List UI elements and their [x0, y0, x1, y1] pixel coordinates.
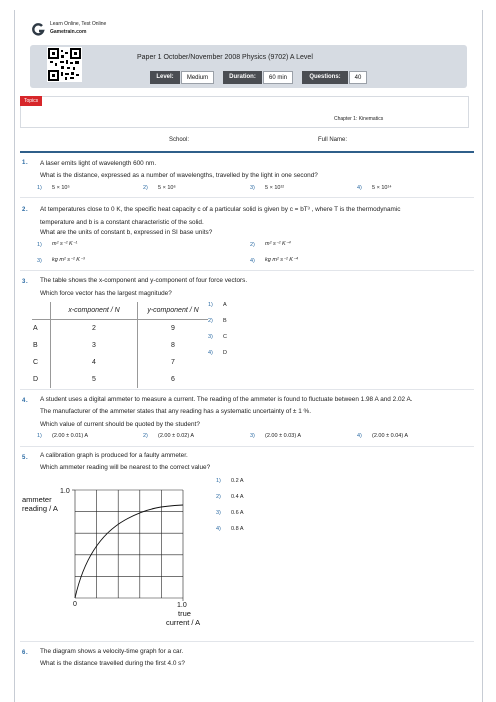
option-number: 2) [216, 494, 221, 500]
table-row [32, 320, 208, 338]
gametrain-logo-icon [31, 23, 45, 37]
table-cell: A [32, 320, 51, 338]
table-header-cell: x-component / N [51, 302, 138, 320]
question-text: At temperatures close to 0 K, the specific heat capacity c of a particular solid is given by c = bT³ , where T is the thermodynamic [40, 206, 401, 213]
question-separator [20, 446, 474, 447]
option-number: 2) [143, 433, 148, 439]
header-divider [20, 151, 474, 153]
table-cell: 8 [171, 342, 175, 349]
question-text: Which force vector has the largest magnitude? [40, 290, 172, 297]
option-label[interactable]: B [223, 318, 227, 324]
graph-y-top-tick: 1.0 [60, 488, 70, 495]
option-number: 3) [208, 334, 213, 340]
calibration-curve [75, 505, 183, 598]
option-label[interactable]: (2.00 ± 0.03) A [265, 433, 302, 439]
question-text: The manufacturer of the ammeter states that any reading has a systematic uncertainty of ± 1 %. [40, 408, 311, 415]
option-number: 4) [357, 433, 362, 439]
option-number: 3) [37, 258, 42, 264]
graph-y-label: ammeter [22, 495, 52, 504]
question-number: 5 [22, 455, 26, 461]
questions-value: 40 [349, 71, 367, 84]
table-cell: B [32, 337, 51, 354]
option-label[interactable]: 5 × 10¹² [265, 185, 285, 191]
question-dot: . [26, 455, 28, 461]
question-text: Which value of current should be quoted by the student? [40, 421, 200, 428]
table-cell: D [32, 371, 51, 388]
qr-code-icon [47, 47, 82, 82]
paper-header [30, 45, 467, 88]
graph-x-label: current / A [166, 618, 201, 627]
questions-label: Questions: [302, 71, 348, 84]
question-text: What is the distance, expressed as a number of wavelengths, travelled by the light in one second? [40, 172, 318, 179]
option-label[interactable]: D [223, 350, 227, 356]
option-label[interactable]: (2.00 ± 0.01) A [52, 433, 89, 439]
question-text: temperature and b is a constant characteristic of the solid. [40, 219, 204, 226]
calibration-graph-svg [20, 478, 220, 636]
option-number: 4) [216, 526, 221, 532]
option-label[interactable]: kg m² s⁻² K⁻⁴ [265, 257, 299, 263]
option-label[interactable]: 0.6 A [231, 510, 244, 516]
level-value: Medium [181, 71, 214, 84]
table-cell: 5 [51, 371, 138, 388]
question-number: 2 [22, 207, 26, 213]
question-text: The table shows the x-component and y-component of four force vectors. [40, 277, 248, 284]
paper-title: Paper 1 October/November 2008 Physics (9702) A Level [137, 54, 313, 61]
table-header-cell [32, 302, 51, 320]
question-number: 3 [22, 279, 26, 285]
brand-site[interactable]: Gametrain.com [50, 29, 87, 35]
question-separator [20, 197, 474, 198]
option-number: 2) [143, 185, 148, 191]
duration-label: Duration: [223, 71, 262, 84]
question-separator [20, 270, 474, 271]
fullname-field[interactable]: Full Name: [318, 137, 348, 143]
option-number: 2) [250, 242, 255, 248]
option-number: 4) [208, 350, 213, 356]
option-number: 1) [37, 433, 42, 439]
option-label[interactable]: 0.8 A [231, 526, 244, 532]
option-label[interactable]: 5 × 10⁶ [158, 185, 176, 191]
question-dot: . [26, 650, 28, 656]
table-header-row [32, 302, 208, 320]
option-number: 1) [37, 185, 42, 191]
question-text: Which ammeter reading will be nearest to the correct value? [40, 464, 211, 471]
option-label[interactable]: m² s⁻² K⁻¹ [52, 241, 78, 247]
table-header-cell: y-component / N [138, 302, 209, 320]
question-dot: . [26, 207, 28, 213]
option-number: 3) [216, 510, 221, 516]
table-row [32, 354, 208, 371]
option-number: 1) [37, 242, 42, 248]
question-separator [20, 641, 474, 642]
topics-box [20, 96, 469, 128]
graph-y-label: reading / A [22, 504, 58, 513]
table-cell: 2 [51, 320, 138, 338]
vector-table [32, 302, 208, 388]
school-field[interactable]: School: [169, 137, 190, 143]
graph-x-label: true [178, 609, 191, 618]
question-text: The diagram shows a velocity-time graph for a car. [40, 648, 184, 655]
option-label[interactable]: 0.4 A [231, 494, 244, 500]
qr-code [47, 47, 82, 82]
topic-chapter: Chapter 1: Kinematics [334, 116, 384, 122]
question-text: What is the distance travelled during the first 4.0 s? [40, 660, 185, 667]
table-cell: C [32, 354, 51, 371]
option-number: 1) [208, 302, 213, 308]
question-text: A calibration graph is produced for a faulty ammeter. [40, 452, 188, 459]
option-number: 4) [250, 258, 255, 264]
brand-tagline: Learn Online, Test Online [50, 21, 107, 27]
option-number: 4) [357, 185, 362, 191]
option-label[interactable]: kg m² s⁻² K⁻³ [52, 257, 85, 263]
option-number: 3) [250, 433, 255, 439]
option-number: 3) [250, 185, 255, 191]
option-label[interactable]: C [223, 334, 227, 340]
question-separator [20, 389, 474, 390]
table-cell: 7 [171, 359, 175, 366]
graph-x-right-tick: 1.0 [177, 602, 187, 609]
brand-logo [31, 23, 45, 37]
level-label: Level: [150, 71, 180, 84]
question-dot: . [26, 279, 28, 285]
question-text: A student uses a digital ammeter to measure a current. The reading of the ammeter is found to fluctuate between 1.98 A and 2.02 A. [40, 396, 413, 403]
question-text: A laser emits light of wavelength 600 nm. [40, 160, 157, 167]
duration-value: 60 min [263, 71, 293, 84]
table-cell: 4 [51, 354, 138, 371]
question-number: 6 [22, 650, 26, 656]
option-label[interactable]: 5 × 10⁵ [52, 185, 70, 191]
question-number: 1 [22, 160, 26, 166]
option-label[interactable]: m² s⁻² K⁻⁴ [265, 241, 291, 247]
question-number: 4 [22, 398, 26, 404]
option-number: 2) [208, 318, 213, 324]
question-dot: . [26, 398, 28, 404]
calibration-graph [20, 478, 220, 636]
option-label[interactable]: 5 × 10¹⁴ [372, 185, 392, 191]
question-text: What are the units of constant b, expressed in SI base units? [40, 229, 213, 236]
question-dot: . [26, 160, 28, 166]
option-number: 1) [216, 478, 221, 484]
option-label[interactable]: (2.00 ± 0.04) A [372, 433, 409, 439]
option-label[interactable]: 0.2 A [231, 478, 244, 484]
table-cell: 3 [51, 337, 138, 354]
table-cell: 6 [171, 376, 175, 383]
table-row [32, 337, 208, 354]
topics-tag[interactable]: Topics [20, 96, 42, 106]
table-row [32, 371, 208, 388]
option-label[interactable]: A [223, 302, 227, 308]
table-cell: 9 [171, 325, 175, 332]
graph-origin-tick: 0 [73, 601, 77, 608]
option-label[interactable]: (2.00 ± 0.02) A [158, 433, 195, 439]
